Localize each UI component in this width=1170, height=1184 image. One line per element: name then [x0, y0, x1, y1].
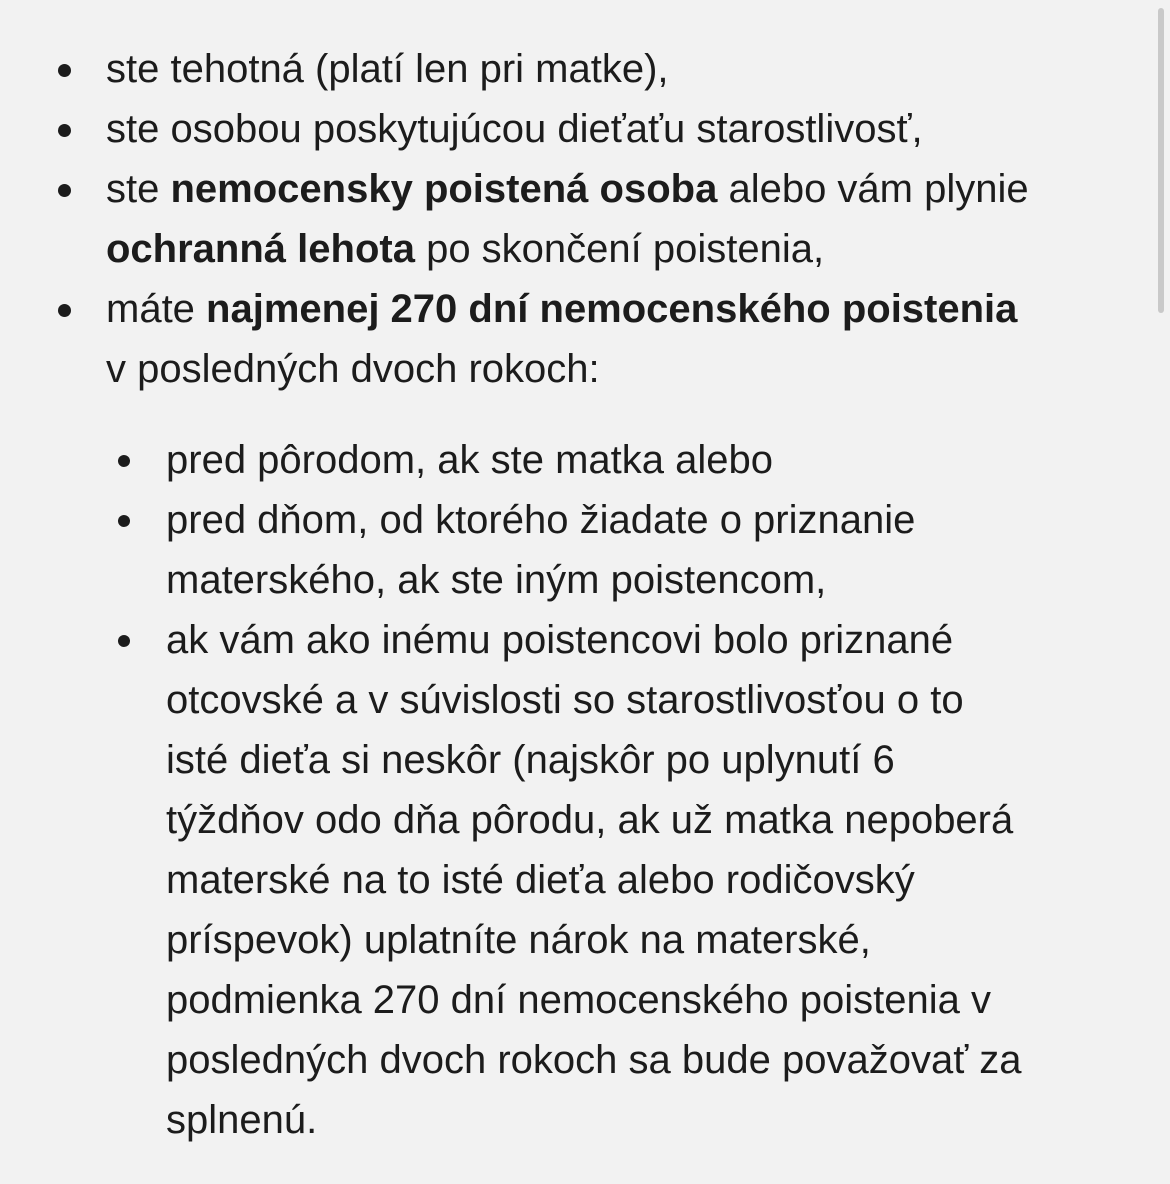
- item-text: v posledných dvoch rokoch:: [106, 347, 600, 391]
- scrollbar[interactable]: [1158, 8, 1164, 313]
- sub-item-line: splnenú.: [166, 1098, 318, 1142]
- list-item: [0, 279, 1140, 1150]
- item-text: alebo vám plynie: [717, 167, 1029, 211]
- sub-item-text: pred dňom, od ktorého žiadate o priznanie: [166, 498, 916, 542]
- sub-item-line: isté dieťa si neskôr (najskôr po uplynutí 6: [166, 738, 895, 782]
- eligibility-list: [0, 39, 1140, 1150]
- sub-list-item: [106, 430, 1140, 490]
- sub-item-text: materského, ak ste iným poistencom,: [166, 558, 827, 602]
- item-text: máte: [106, 287, 207, 331]
- bold-term: najmenej 270 dní nemocenského poistenia: [206, 287, 1018, 331]
- bold-term: nemocensky poistená osoba: [170, 167, 718, 211]
- item-text: po skončení poistenia,: [414, 227, 825, 271]
- item-text: ste: [106, 167, 171, 211]
- sub-item-line: podmienka 270 dní nemocenského poistenia v: [166, 978, 991, 1022]
- sub-item-text: pred pôrodom, ak ste matka alebo: [166, 438, 774, 482]
- sub-list-item: [106, 610, 1140, 1150]
- sub-list-item: [106, 490, 1140, 610]
- sub-item-line: ak vám ako inému poistencovi bolo priznané: [166, 618, 954, 662]
- sub-item-line: príspevok) uplatníte nárok na materské,: [166, 918, 871, 962]
- item-text: ste tehotná (platí len pri matke),: [106, 47, 669, 91]
- list-item: [0, 159, 1140, 279]
- item-text: ste osobou poskytujúcou dieťaťu starostlivosť,: [106, 107, 923, 151]
- sub-item-line: týždňov odo dňa pôrodu, ak už matka nepoberá: [166, 798, 1014, 842]
- list-item: [0, 39, 1140, 99]
- sub-list: [106, 430, 1140, 1150]
- sub-item-line: posledných dvoch rokoch sa bude považovať za: [166, 1038, 1022, 1082]
- sub-item-line: materské na to isté dieťa alebo rodičovský: [166, 858, 915, 902]
- list-item: [0, 99, 1140, 159]
- bold-term: ochranná lehota: [106, 227, 415, 271]
- sub-item-line: otcovské a v súvislosti so starostlivosťou o to: [166, 678, 964, 722]
